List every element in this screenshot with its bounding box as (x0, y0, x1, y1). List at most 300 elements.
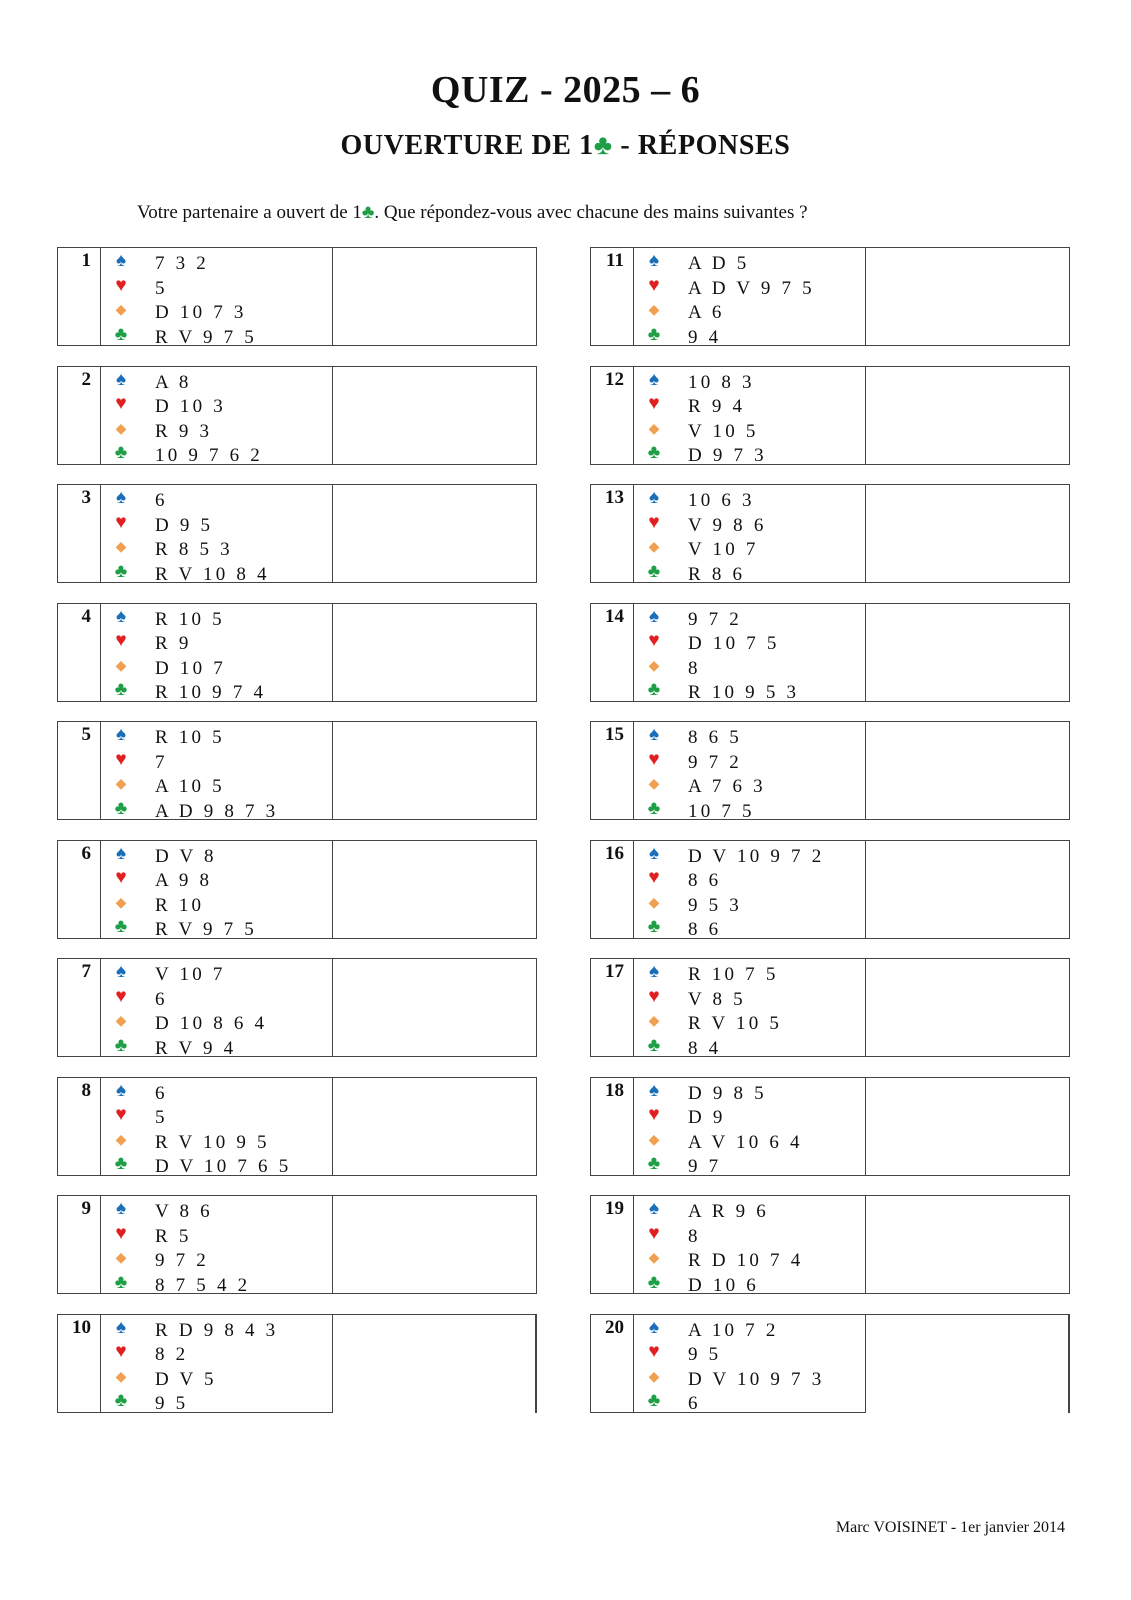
answer-cell[interactable] (866, 841, 1069, 938)
hand-cards (634, 841, 866, 941)
answer-cell[interactable] (333, 367, 536, 464)
heart-icon: ♥ (115, 274, 127, 296)
suit-cards-spades: 7 3 2 (155, 253, 209, 274)
hand-cards (101, 1078, 333, 1178)
hand-box (57, 603, 537, 702)
hand-number: 14 (591, 604, 634, 701)
suit-line-hearts (101, 1106, 332, 1131)
hand-number: 15 (591, 722, 634, 819)
diamond-icon: ◆ (648, 895, 660, 911)
suit-line-hearts (634, 1222, 865, 1250)
spade-icon: ♠ (648, 368, 660, 390)
suit-line-clubs (101, 444, 332, 469)
club-icon: ♣ (114, 1153, 128, 1175)
diamond-icon: ◆ (115, 1369, 127, 1385)
diamond-icon: ◆ (115, 895, 127, 911)
hand-cards (634, 248, 866, 348)
heart-icon: ♥ (648, 867, 660, 889)
suit-cards-hearts: 5 (155, 277, 168, 299)
suit-cards-diamonds: R 8 5 3 (155, 539, 233, 561)
answer-cell[interactable] (866, 367, 1069, 464)
hand-box (57, 1077, 537, 1176)
suit-line-diamonds (634, 657, 865, 682)
hand-box (57, 958, 537, 1057)
club-icon: ♣ (647, 323, 661, 345)
hand-box (590, 958, 1070, 1057)
suit-line-diamonds (101, 894, 332, 919)
hand-box (590, 247, 1070, 346)
spade-icon: ♠ (115, 1198, 127, 1219)
suit-cards-diamonds: A 7 6 3 (688, 776, 766, 798)
spade-icon: ♠ (115, 842, 127, 864)
spade-icon: ♠ (115, 1079, 127, 1101)
suit-line-hearts (634, 748, 865, 776)
suit-line-hearts (101, 632, 332, 657)
hand-number: 5 (58, 722, 101, 819)
suit-cards-clubs: D 9 7 3 (688, 445, 767, 467)
hand-number: 17 (591, 959, 634, 1056)
club-icon: ♣ (647, 1271, 661, 1293)
suit-line-spades (101, 252, 332, 277)
answer-cell[interactable] (866, 248, 1069, 345)
diamond-icon: ◆ (648, 421, 660, 437)
suit-line-clubs (634, 797, 865, 825)
suit-line-hearts (101, 748, 332, 776)
hand-cards (101, 367, 333, 467)
suit-cards-diamonds: 8 (688, 657, 701, 679)
spade-icon: ♠ (115, 368, 127, 390)
suit-line-spades (101, 842, 332, 870)
suit-cards-diamonds: V 10 7 (688, 539, 759, 561)
diamond-icon: ◆ (648, 1369, 660, 1385)
page-subtitle (0, 130, 1131, 162)
hand-box (590, 721, 1070, 820)
suit-line-hearts (634, 511, 865, 539)
suit-line-diamonds (101, 538, 332, 563)
suit-line-spades (634, 726, 865, 751)
suit-line-clubs (634, 323, 865, 351)
suit-line-spades (634, 842, 865, 870)
suit-cards-spades: D V 8 (155, 845, 217, 867)
suit-cards-clubs: R V 9 7 5 (155, 919, 258, 941)
hand-box (590, 1314, 1070, 1413)
hand-box (590, 484, 1070, 583)
club-icon: ♣ (647, 1034, 661, 1056)
suit-cards-hearts: 6 (155, 988, 168, 1010)
suit-line-clubs (101, 797, 332, 825)
suit-cards-spades: A 10 7 2 (688, 1319, 779, 1341)
suit-line-clubs (634, 681, 865, 706)
suit-line-diamonds (634, 1249, 865, 1274)
club-icon: ♣ (114, 797, 128, 819)
club-icon: ♣ (114, 1390, 128, 1412)
suit-cards-hearts: V 8 5 (688, 988, 746, 1010)
suit-cards-diamonds: D 10 8 6 4 (155, 1013, 268, 1035)
suit-line-diamonds (634, 894, 865, 919)
suit-cards-spades: V 10 7 (155, 964, 226, 985)
suit-cards-hearts: A 9 8 (155, 870, 213, 892)
suit-cards-clubs: 9 7 (688, 1156, 722, 1178)
spade-icon: ♠ (648, 250, 660, 271)
hand-box (590, 840, 1070, 939)
hand-cards (634, 604, 866, 704)
spade-icon: ♠ (115, 1316, 127, 1338)
suit-line-diamonds (634, 1131, 865, 1156)
hand-box (57, 840, 537, 939)
answer-cell[interactable] (866, 485, 1069, 582)
diamond-icon: ◆ (115, 1132, 127, 1148)
suit-cards-hearts: D 9 5 (155, 514, 214, 536)
suit-cards-hearts: R 9 4 (688, 396, 746, 418)
answer-cell[interactable] (866, 1078, 1069, 1175)
suit-cards-hearts: 8 6 (688, 870, 722, 892)
heart-icon: ♥ (115, 630, 127, 652)
suit-line-hearts (101, 869, 332, 894)
suit-line-clubs (101, 918, 332, 943)
suit-cards-spades: V 8 6 (155, 1201, 213, 1222)
suit-line-clubs (101, 560, 332, 588)
suit-line-clubs (101, 1271, 332, 1299)
suit-cards-clubs: R 8 6 (688, 563, 746, 585)
club-icon: ♣ (647, 797, 661, 819)
suit-line-clubs (101, 323, 332, 351)
suit-cards-spades: R D 9 8 4 3 (155, 1319, 279, 1341)
diamond-icon: ◆ (648, 1132, 660, 1148)
club-icon: ♣ (593, 130, 613, 161)
heart-icon: ♥ (115, 1104, 127, 1126)
suit-cards-clubs: 10 7 5 (688, 800, 755, 822)
subtitle-text-end: - RÉPONSES (612, 130, 791, 161)
hand-number: 19 (591, 1196, 634, 1293)
heart-icon: ♥ (648, 630, 660, 652)
spade-icon: ♠ (648, 487, 660, 508)
suit-cards-spades: 6 (155, 1082, 168, 1104)
suit-cards-diamonds: A 6 (688, 302, 725, 324)
suit-line-clubs (101, 681, 332, 706)
suit-cards-clubs: 9 5 (155, 1393, 189, 1415)
spade-icon: ♠ (648, 961, 660, 982)
spade-icon: ♠ (648, 842, 660, 864)
answer-cell[interactable] (866, 1196, 1069, 1293)
suit-cards-diamonds: D V 10 9 7 3 (688, 1368, 825, 1390)
suit-cards-clubs: D V 10 7 6 5 (155, 1156, 292, 1178)
hand-cards (634, 367, 866, 467)
suit-cards-clubs: R V 10 8 4 (155, 563, 270, 585)
suit-line-diamonds (634, 538, 865, 563)
suit-line-diamonds (101, 301, 332, 326)
suit-cards-hearts: D 9 (688, 1107, 726, 1129)
hand-box (590, 603, 1070, 702)
heart-icon: ♥ (648, 1104, 660, 1126)
instructions-text-end: . Que répondez-vous avec chacune des mains suivantes ? (374, 202, 808, 223)
answer-cell[interactable] (866, 1315, 1069, 1413)
suit-line-spades (101, 489, 332, 514)
suit-line-clubs (634, 918, 865, 943)
suit-line-spades (634, 963, 865, 988)
suit-line-hearts (634, 1343, 865, 1368)
heart-icon: ♥ (115, 1341, 127, 1363)
suit-line-diamonds (634, 1012, 865, 1037)
suit-line-hearts (634, 395, 865, 420)
suit-line-spades (634, 252, 865, 277)
suit-line-hearts (634, 1106, 865, 1131)
club-icon: ♣ (114, 323, 128, 345)
hand-number: 4 (58, 604, 101, 701)
suit-line-hearts (634, 632, 865, 657)
heart-icon: ♥ (648, 985, 660, 1007)
hand-cards (101, 1196, 333, 1296)
hand-box (57, 247, 537, 346)
hand-box (57, 1314, 537, 1413)
suit-cards-spades: D V 10 9 7 2 (688, 845, 825, 867)
suit-cards-spades: 9 7 2 (688, 608, 742, 630)
suit-cards-diamonds: A V 10 6 4 (688, 1131, 803, 1153)
suit-line-hearts (101, 1222, 332, 1250)
club-icon: ♣ (647, 442, 661, 464)
suit-line-diamonds (101, 657, 332, 682)
instructions (137, 202, 808, 224)
hand-cards (101, 841, 333, 941)
suit-cards-clubs: R V 9 4 (155, 1037, 237, 1059)
suit-cards-hearts: 8 2 (155, 1344, 189, 1366)
spade-icon: ♠ (648, 1198, 660, 1219)
diamond-icon: ◆ (648, 303, 660, 319)
footer-author-date: Marc VOISINET - 1er janvier 2014 (835, 1519, 1065, 1536)
suit-cards-hearts: R 5 (155, 1225, 192, 1247)
suit-cards-clubs: R V 9 7 5 (155, 326, 258, 348)
club-icon: ♣ (647, 916, 661, 938)
suit-cards-hearts: 8 (688, 1225, 701, 1247)
club-icon: ♣ (114, 560, 128, 582)
spade-icon: ♠ (115, 605, 127, 627)
club-icon: ♣ (647, 560, 661, 582)
suit-cards-diamonds: D 10 7 (155, 657, 226, 679)
suit-cards-clubs: 10 9 7 6 2 (155, 445, 263, 467)
heart-icon: ♥ (648, 1341, 660, 1363)
suit-cards-clubs: R 10 9 5 3 (688, 682, 800, 704)
suit-line-spades (634, 489, 865, 514)
suit-cards-spades: R 10 7 5 (688, 964, 779, 985)
suit-cards-diamonds: R V 10 5 (688, 1013, 783, 1035)
answer-cell[interactable] (333, 1315, 536, 1413)
answer-cell[interactable] (333, 1078, 536, 1175)
diamond-icon: ◆ (648, 1014, 660, 1030)
suit-cards-diamonds: 9 5 3 (688, 894, 742, 916)
hand-cards (634, 1078, 866, 1178)
hand-box (57, 484, 537, 583)
suit-cards-spades: A R 9 6 (688, 1201, 769, 1222)
hand-number: 10 (58, 1315, 101, 1413)
suit-cards-diamonds: D 10 7 3 (155, 302, 247, 324)
suit-cards-diamonds: 9 7 2 (155, 1250, 209, 1272)
club-icon: ♣ (114, 1034, 128, 1056)
diamond-icon: ◆ (648, 1251, 660, 1267)
answer-cell[interactable] (866, 604, 1069, 701)
hand-number: 2 (58, 367, 101, 464)
spade-icon: ♠ (115, 961, 127, 982)
spade-icon: ♠ (115, 250, 127, 271)
club-icon: ♣ (647, 1153, 661, 1175)
suit-cards-clubs: 8 6 (688, 919, 722, 941)
hand-number: 3 (58, 485, 101, 582)
suit-line-spades (101, 1200, 332, 1225)
suit-cards-hearts: 7 (155, 751, 168, 773)
suit-cards-hearts: 5 (155, 1107, 168, 1129)
suit-cards-diamonds: R 9 3 (155, 420, 213, 442)
suit-line-clubs (634, 1034, 865, 1062)
suit-cards-diamonds: R D 10 7 4 (688, 1250, 804, 1272)
diamond-icon: ◆ (115, 1251, 127, 1267)
heart-icon: ♥ (115, 1222, 127, 1244)
hand-number: 8 (58, 1078, 101, 1175)
suit-line-hearts (634, 274, 865, 302)
suit-cards-hearts: D 10 3 (155, 396, 226, 418)
suit-cards-clubs: 8 4 (688, 1037, 722, 1059)
diamond-icon: ◆ (115, 777, 127, 793)
suit-cards-diamonds: D V 5 (155, 1368, 217, 1390)
suit-line-diamonds (101, 1012, 332, 1037)
suit-line-clubs (101, 1034, 332, 1062)
hand-number: 11 (591, 248, 634, 345)
instructions-text: Votre partenaire a ouvert de 1 (137, 202, 362, 223)
suit-cards-diamonds: R 10 (155, 894, 205, 916)
suit-line-spades (101, 1079, 332, 1107)
diamond-icon: ◆ (115, 658, 127, 674)
hand-box (590, 1077, 1070, 1176)
hand-box (57, 721, 537, 820)
suit-line-diamonds (634, 775, 865, 800)
suit-cards-diamonds: V 10 5 (688, 420, 759, 442)
heart-icon: ♥ (115, 511, 127, 533)
suit-line-spades (634, 1079, 865, 1107)
spade-icon: ♠ (648, 605, 660, 627)
suit-cards-clubs: R 10 9 7 4 (155, 682, 267, 704)
answer-cell[interactable] (333, 248, 536, 345)
suit-line-clubs (634, 560, 865, 588)
heart-icon: ♥ (115, 748, 127, 770)
suit-cards-hearts: A D V 9 7 5 (688, 277, 815, 299)
suit-line-hearts (101, 985, 332, 1013)
hand-box (57, 1195, 537, 1294)
hand-number: 12 (591, 367, 634, 464)
answer-cell[interactable] (333, 604, 536, 701)
suit-cards-spades: R 10 5 (155, 727, 225, 748)
hand-cards (101, 1315, 333, 1413)
suit-line-spades (101, 368, 332, 396)
hand-cards (101, 485, 333, 585)
answer-cell[interactable] (333, 485, 536, 582)
suit-line-diamonds (634, 301, 865, 326)
suit-cards-hearts: V 9 8 6 (688, 514, 767, 536)
suit-cards-spades: 8 6 5 (688, 727, 742, 748)
suit-cards-spades: A D 5 (688, 253, 750, 274)
spade-icon: ♠ (648, 1079, 660, 1101)
hand-cards (101, 722, 333, 822)
club-icon: ♣ (114, 916, 128, 938)
hand-cards (634, 1196, 866, 1296)
suit-cards-hearts: R 9 (155, 633, 192, 655)
heart-icon: ♥ (648, 393, 660, 415)
suit-cards-spades: 6 (155, 490, 168, 511)
spade-icon: ♠ (648, 1316, 660, 1338)
diamond-icon: ◆ (115, 303, 127, 319)
suit-line-clubs (101, 1392, 332, 1417)
suit-cards-spades: A 8 (155, 371, 192, 393)
hand-box (57, 366, 537, 465)
suit-cards-clubs: A D 9 8 7 3 (155, 800, 279, 822)
suit-cards-spades: R 10 5 (155, 608, 225, 630)
suit-line-clubs (634, 1155, 865, 1180)
club-icon: ♣ (361, 202, 375, 223)
hand-number: 6 (58, 841, 101, 938)
suit-line-diamonds (101, 420, 332, 445)
subtitle-text: OUVERTURE DE 1 (340, 130, 594, 161)
hand-cards (634, 722, 866, 822)
hand-number: 7 (58, 959, 101, 1056)
suit-cards-spades: 10 8 3 (688, 371, 755, 393)
suit-line-spades (634, 368, 865, 396)
suit-line-diamonds (101, 775, 332, 800)
suit-line-diamonds (101, 1131, 332, 1156)
spade-icon: ♠ (648, 724, 660, 745)
suit-line-hearts (101, 274, 332, 302)
hand-number: 1 (58, 248, 101, 345)
hand-box (590, 1195, 1070, 1294)
heart-icon: ♥ (648, 511, 660, 533)
answer-cell[interactable] (866, 722, 1069, 819)
page-title: QUIZ - 2025 – 6 (430, 69, 701, 111)
suit-cards-diamonds: A 10 5 (155, 776, 225, 798)
suit-line-spades (634, 605, 865, 633)
suit-line-spades (101, 605, 332, 633)
hand-number: 16 (591, 841, 634, 938)
heart-icon: ♥ (115, 867, 127, 889)
diamond-icon: ◆ (115, 1014, 127, 1030)
suit-line-hearts (101, 1343, 332, 1368)
heart-icon: ♥ (115, 985, 127, 1007)
hand-cards (634, 485, 866, 585)
suit-line-diamonds (634, 1368, 865, 1393)
suit-cards-clubs: D 10 6 (688, 1274, 759, 1296)
spade-icon: ♠ (115, 487, 127, 508)
hand-cards (101, 959, 333, 1059)
club-icon: ♣ (647, 679, 661, 701)
suit-line-diamonds (101, 1368, 332, 1393)
hand-number: 9 (58, 1196, 101, 1293)
answer-cell[interactable] (333, 1196, 536, 1293)
suit-line-hearts (634, 985, 865, 1013)
diamond-icon: ◆ (115, 421, 127, 437)
answer-cell[interactable] (333, 722, 536, 819)
suit-cards-clubs: 8 7 5 4 2 (155, 1274, 251, 1296)
hand-cards (101, 604, 333, 704)
suit-line-clubs (634, 1392, 865, 1417)
suit-line-hearts (101, 511, 332, 539)
answer-cell[interactable] (866, 959, 1069, 1056)
club-icon: ♣ (114, 442, 128, 464)
heart-icon: ♥ (648, 748, 660, 770)
suit-line-clubs (101, 1155, 332, 1180)
suit-line-clubs (634, 444, 865, 469)
answer-cell[interactable] (333, 959, 536, 1056)
hand-number: 13 (591, 485, 634, 582)
suit-line-clubs (634, 1271, 865, 1299)
suit-line-diamonds (101, 1249, 332, 1274)
heart-icon: ♥ (115, 393, 127, 415)
diamond-icon: ◆ (115, 540, 127, 556)
hand-cards (101, 248, 333, 348)
answer-cell[interactable] (333, 841, 536, 938)
